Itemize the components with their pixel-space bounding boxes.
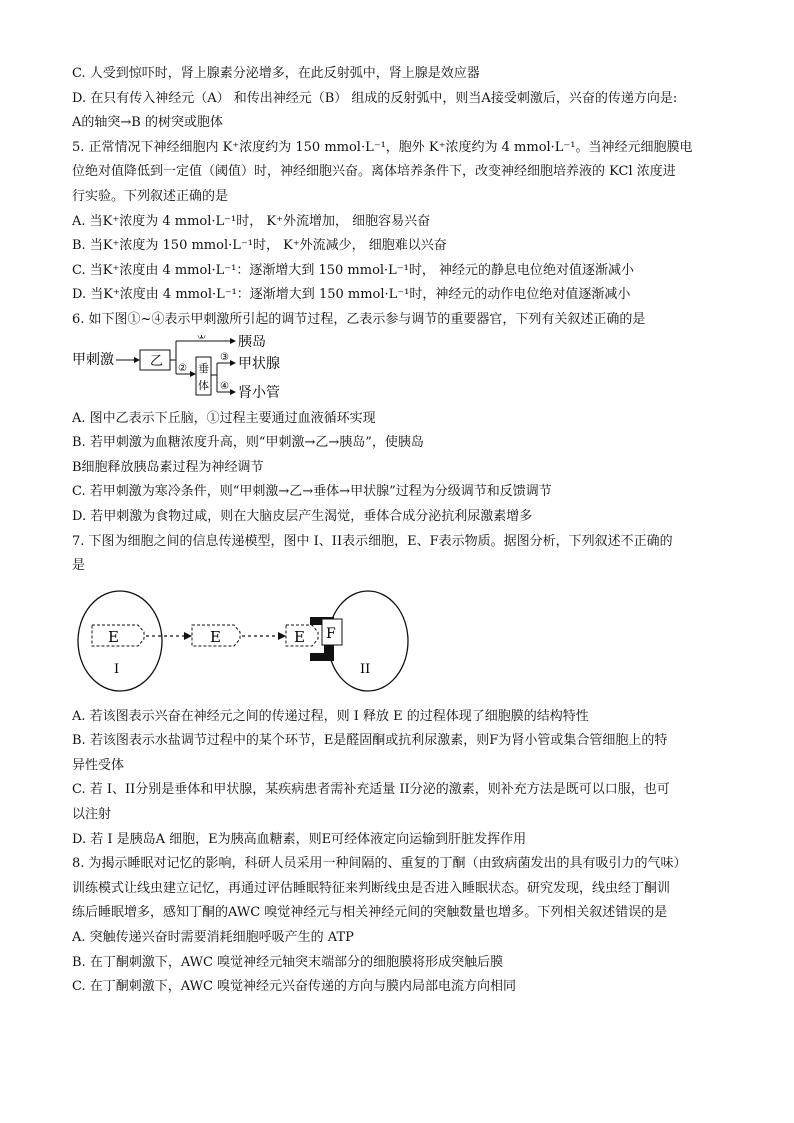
- q8-stem-2: 训练模式让线虫建立记忆，再通过评估睡眠特征来判断线虫是否进入睡眠状态。研究发现，线虫经丁酮训: [72, 880, 671, 896]
- e-label-3: E: [294, 627, 305, 646]
- q5-stem-1: 5. 正常情况下神经细胞内 K⁺浓度约为 150 mmol·L⁻¹，胞外 K⁺浓度约为 4 mmol·L⁻¹。当神经元细胞膜电: [72, 139, 693, 155]
- q4-option-d: D. 在只有传入神经元（A） 和传出神经元（B） 组成的反射弧中，则当A接受刺激后，兴奋的传递方向是:: [72, 90, 678, 106]
- q5-stem-3: 行实验。下列叙述正确的是: [72, 188, 229, 204]
- path-2-number: ②: [178, 362, 187, 374]
- text-block-mid: [72, 407, 732, 579]
- q6-option-b-cont: B细胞释放胰岛素过程为神经调节: [72, 459, 264, 475]
- arrowhead: [190, 371, 196, 377]
- q5-stem-2: 位绝对值降低到一定值（阈值）时，神经细胞兴奋。离体培养条件下，改变神经细胞培养液的 KCl 浓度进: [72, 164, 676, 180]
- arrowhead: [230, 389, 236, 395]
- q8-option-a: A. 突触传递兴奋时需要消耗细胞呼吸产生的 ATP: [72, 930, 354, 946]
- q6-option-c: C. 若甲刺激为寒冷条件，则“甲刺激→乙→垂体→甲状腺”过程为分级调节和反馈调节: [72, 484, 552, 500]
- stimulus-label: 甲刺激: [72, 351, 114, 368]
- text-block-top: [72, 62, 732, 333]
- arrowhead: [278, 632, 286, 640]
- q7-option-a: A. 若该图表示兴奋在神经元之间的传递过程，则 I 释放 E 的过程体现了细胞膜的结构特性: [72, 708, 589, 724]
- regulation-diagram-svg: [72, 335, 312, 401]
- arrowhead: [134, 357, 140, 363]
- q6-stem: 6. 如下图①~④表示甲刺激所引起的调节过程，乙表示参与调节的重要器官，下列有关叙述正确的是: [72, 311, 646, 327]
- q7-stem-1: 7. 下图为细胞之间的信息传递模型，图中 I、II表示细胞，E、F表示物质。据图分析，下列叙述不正确的: [72, 533, 673, 549]
- exam-page: [72, 62, 732, 1000]
- q7-option-b: B. 若该图表示水盐调节过程中的某个环节，E是醛固酮或抗利尿激素，则F为肾小管或集合管细胞上的特: [72, 733, 668, 749]
- q6-option-a: A. 图中乙表示下丘脑，①过程主要通过血液循环实现: [72, 410, 376, 426]
- organ-label: 乙: [150, 353, 164, 369]
- q7-option-d: D. 若 I 是胰岛A 细胞，E为胰高血糖素，则E可经体液定向运输到肝脏发挥作用: [72, 831, 527, 847]
- q7-option-c: C. 若 I、II分别是垂体和甲状腺，某疾病患者需补充适量 II分泌的激素，则补充方法是既可以口服，也可: [72, 782, 670, 798]
- arrowhead: [184, 632, 192, 640]
- q5-option-b: B. 当K⁺浓度为 150 mmol·L⁻¹时， K⁺外流减少， 细胞难以兴奋: [72, 238, 447, 254]
- q6-option-d: D. 若甲刺激为食物过咸，则在大脑皮层产生渴觉，垂体合成分泌抗利尿激素增多: [72, 508, 533, 524]
- q5-option-d: D. 当K⁺浓度由 4 mmol·L⁻¹：逐渐增大到 150 mmol·L⁻¹时，神经元的动作电位绝对值逐渐减小: [72, 287, 631, 303]
- q5-option-a: A. 当K⁺浓度为 4 mmol·L⁻¹时， K⁺外流增加， 细胞容易兴奋: [72, 213, 431, 229]
- path-3-number: ③: [220, 351, 229, 363]
- target-pancreatic-islet: 胰岛: [238, 334, 266, 350]
- target-renal-tubule: 肾小管: [238, 384, 280, 401]
- q7-option-c-cont: 以注射: [72, 807, 112, 823]
- arrowhead: [230, 338, 236, 344]
- f-label: F: [326, 625, 336, 642]
- q5-option-c: C. 当K⁺浓度由 4 mmol·L⁻¹：逐渐增大到 150 mmol·L⁻¹时， 神经元的静息电位绝对值逐渐减小: [72, 262, 635, 278]
- pituitary-char-2: 体: [198, 378, 209, 392]
- pituitary-char-1: 垂: [198, 361, 209, 375]
- q8-option-b: B. 在丁酮刺激下，AWC 嗅觉神经元轴突末端部分的细胞膜将形成突触后膜: [72, 954, 504, 970]
- q8-option-c: C. 在丁酮刺激下，AWC 嗅觉神经元兴奋传递的方向与膜内局部电流方向相同: [72, 979, 517, 995]
- cell-signaling-svg: [72, 585, 412, 695]
- q4-option-d-cont: A的轴突→B 的树突或胞体: [72, 115, 223, 131]
- e-label-2: E: [210, 627, 221, 646]
- q7-option-b-cont: 异性受体: [72, 757, 125, 773]
- regulation-diagram: [72, 335, 732, 401]
- cell-1: [78, 591, 162, 691]
- e-label-1: E: [108, 627, 119, 646]
- cell-2-label: II: [360, 661, 371, 677]
- q8-stem-3: 练后睡眠增多，感知丁酮的AWC 嗅觉神经元与相关神经元间的突触数量也增多。下列相关叙述错误的是: [72, 905, 668, 921]
- q8-stem-1: 8. 为揭示睡眠对记忆的影响，科研人员采用一种间隔的、重复的丁酮（由致病菌发出的具有吸引力的气味）: [72, 856, 687, 872]
- text-block-bottom: [72, 705, 732, 1000]
- q7-stem-2: 是: [72, 558, 86, 574]
- arrowhead: [230, 360, 236, 366]
- path-1-number: ①: [197, 334, 206, 342]
- cell-signaling-diagram: [72, 585, 732, 695]
- target-thyroid: 甲状腺: [238, 355, 280, 372]
- q4-option-c: C. 人受到惊吓时，肾上腺素分泌增多，在此反射弧中，肾上腺是效应器: [72, 66, 480, 81]
- q6-option-b: B. 若甲刺激为血糖浓度升高，则“甲刺激→乙→胰岛”，使胰岛: [72, 435, 424, 451]
- path-4-number: ④: [220, 380, 229, 392]
- cell-1-label: I: [114, 661, 120, 677]
